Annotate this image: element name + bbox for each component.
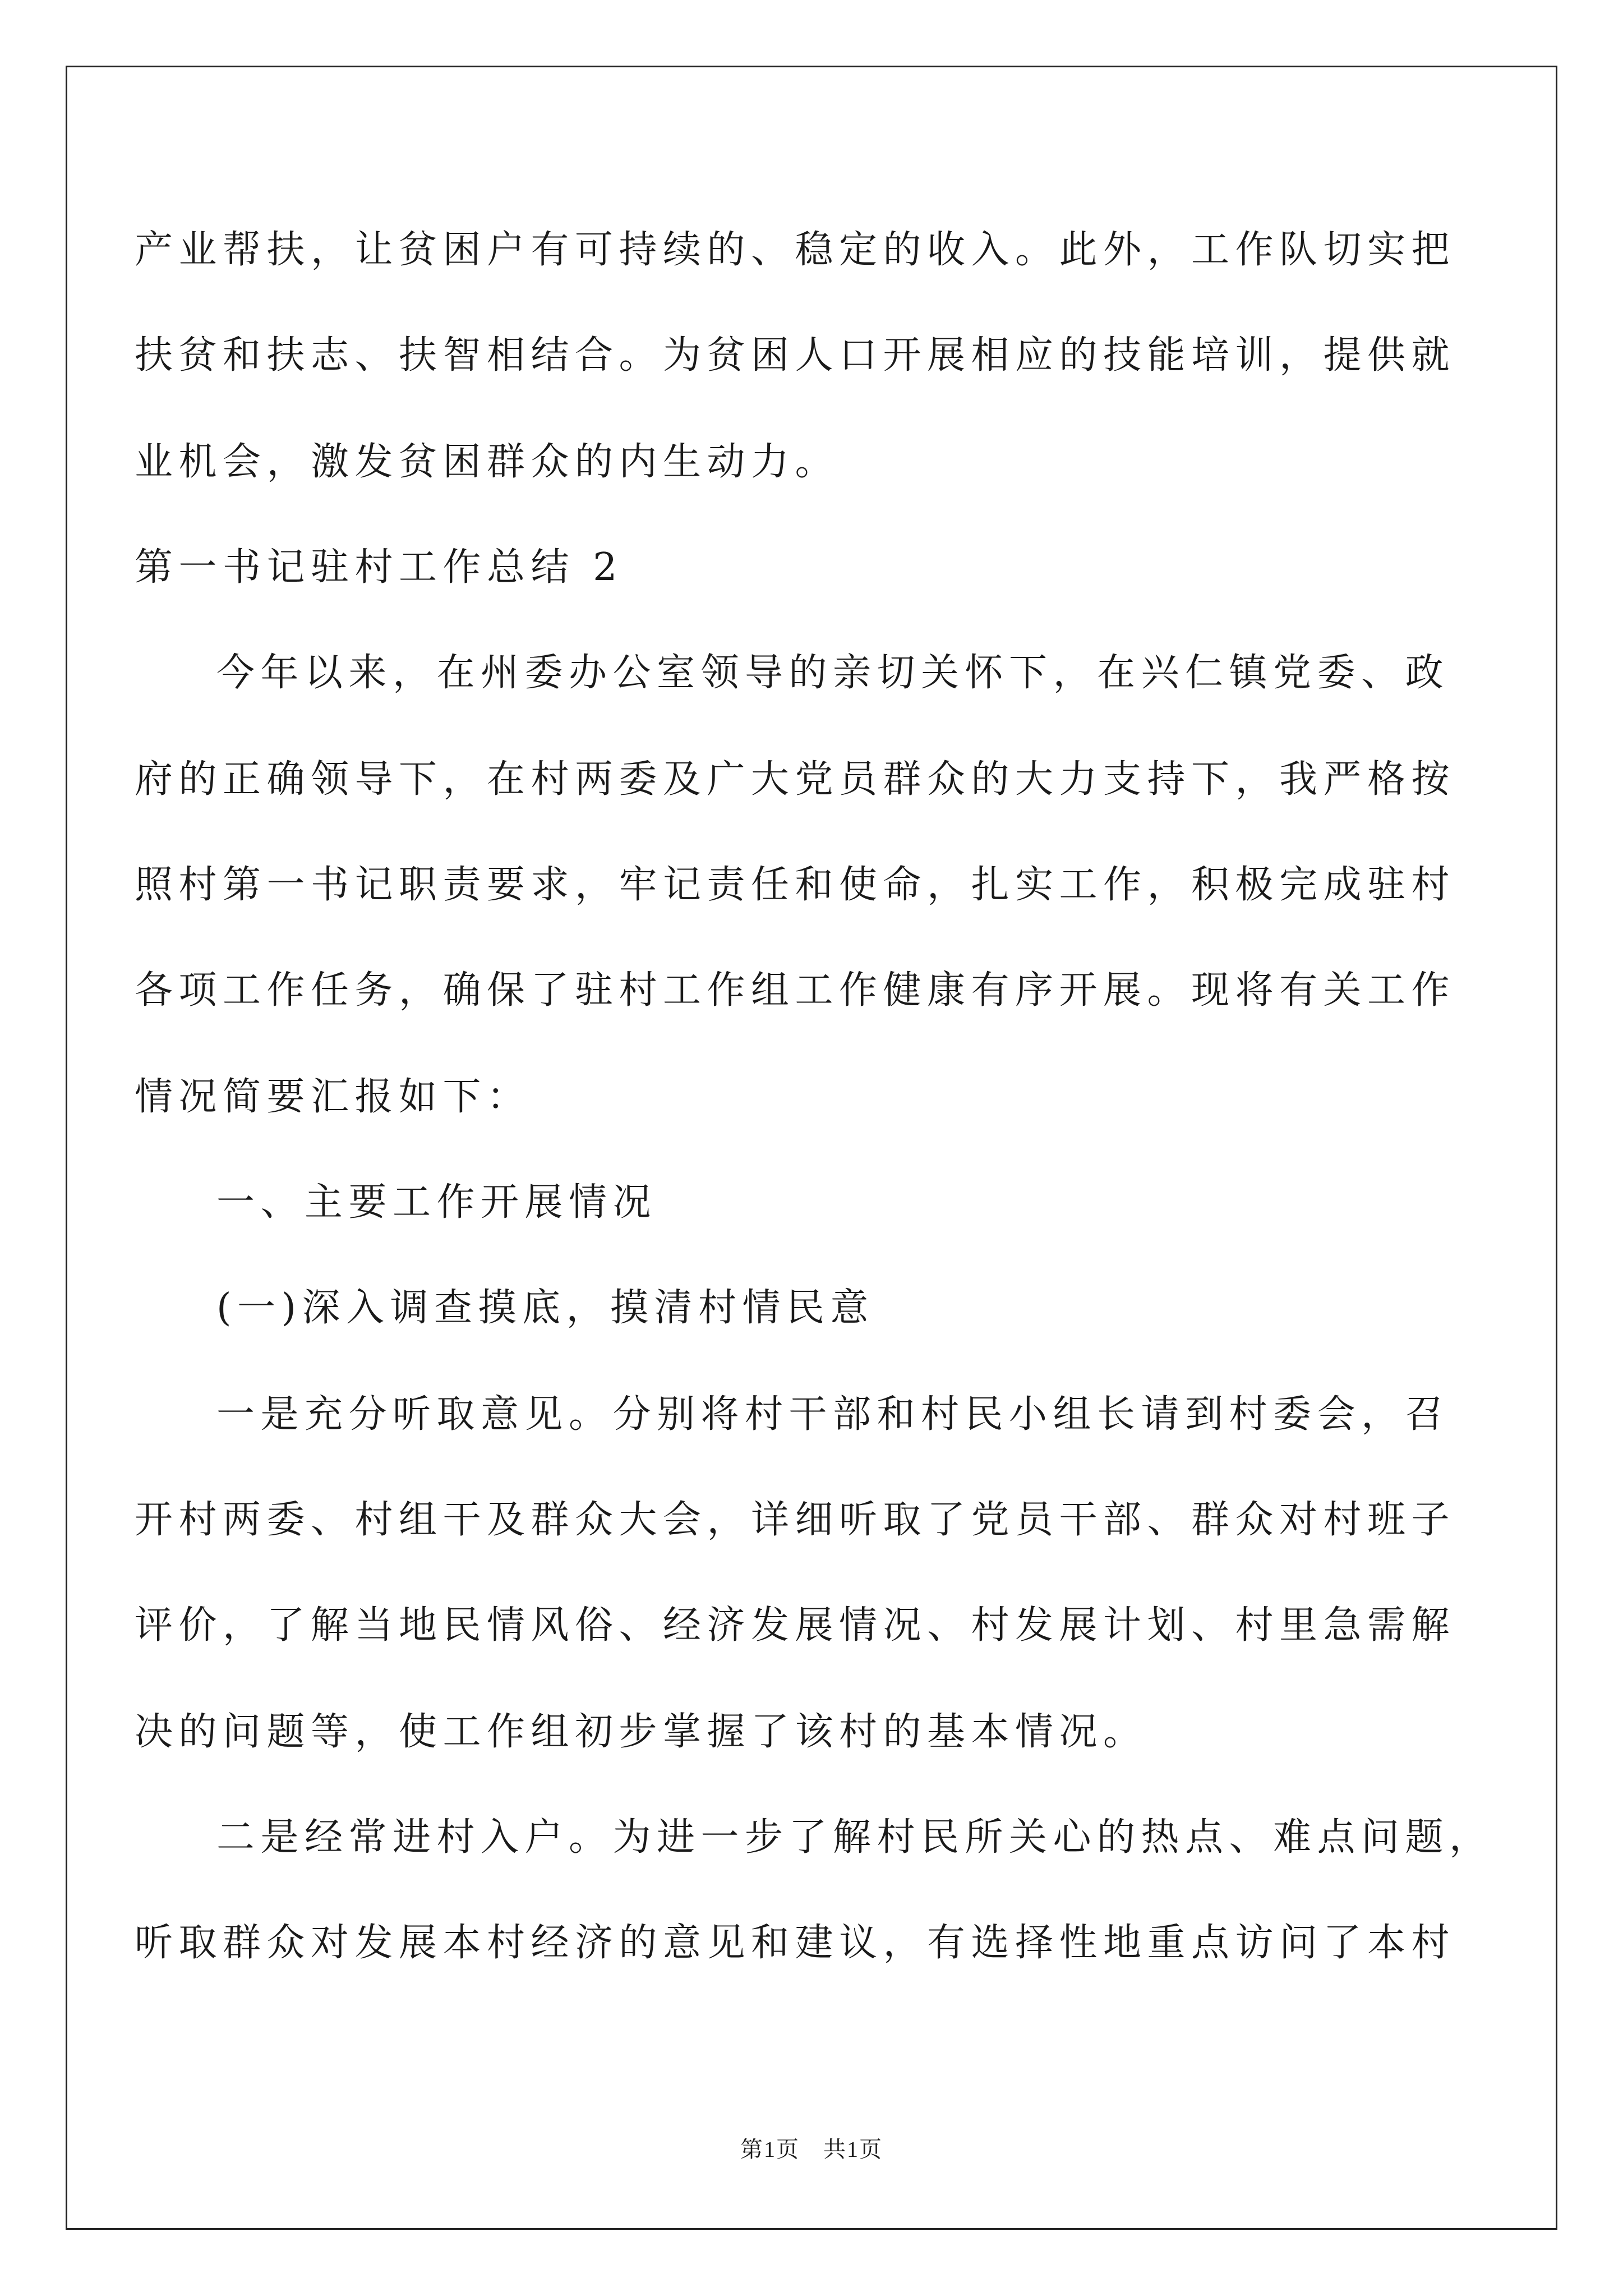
subheading: 一、主要工作开展情况 (216, 1180, 657, 1225)
text-line: 评价，了解当地民情风俗、经济发展情况、村发展计划、村里急需解 (135, 1603, 1456, 1648)
text-line: 各项工作任务，确保了驻村工作组工作健康有序开展。现将有关工作 (135, 968, 1456, 1013)
text-line: 决的问题等，使工作组初步掌握了该村的基本情况。 (135, 1710, 1147, 1754)
subheading: (一)深入调查摸底，摸清村情民意 (216, 1286, 875, 1330)
page-frame (66, 66, 1557, 2230)
text-line: 开村两委、村组干及群众大会，详细听取了党员干部、群众对村班子 (135, 1498, 1456, 1542)
text-line: 二是经常进村入户。为进一步了解村民所关心的热点、难点问题， (216, 1815, 1493, 1860)
text-line: 业机会，激发贫困群众的内生动力。 (135, 440, 840, 484)
text-line: 一是充分听取意见。分别将村干部和村民小组长请到村委会，召 (216, 1392, 1450, 1437)
text-line: 今年以来，在州委办公室领导的亲切关怀下，在兴仁镇党委、政 (216, 651, 1450, 695)
text-line: 照村第一书记职责要求，牢记责任和使命，扎实工作，积极完成驻村 (135, 863, 1456, 907)
text-line: 产业帮扶，让贫困户有可持续的、稳定的收入。此外，工作队切实把 (135, 228, 1456, 272)
text-line: 府的正确领导下，在村两委及广大党员群众的大力支持下，我严格按 (135, 757, 1456, 802)
text-line: 扶贫和扶志、扶智相结合。为贫困人口开展相应的技能培训，提供就 (135, 333, 1456, 378)
section-heading: 第一书记驻村工作总结 2 (135, 545, 623, 590)
page-number: 第1页 共1页 (740, 2137, 883, 2162)
text-line: 情况简要汇报如下： (135, 1075, 531, 1119)
text-line: 听取群众对发展本村经济的意见和建议，有选择性地重点访问了本村 (135, 1921, 1456, 1965)
